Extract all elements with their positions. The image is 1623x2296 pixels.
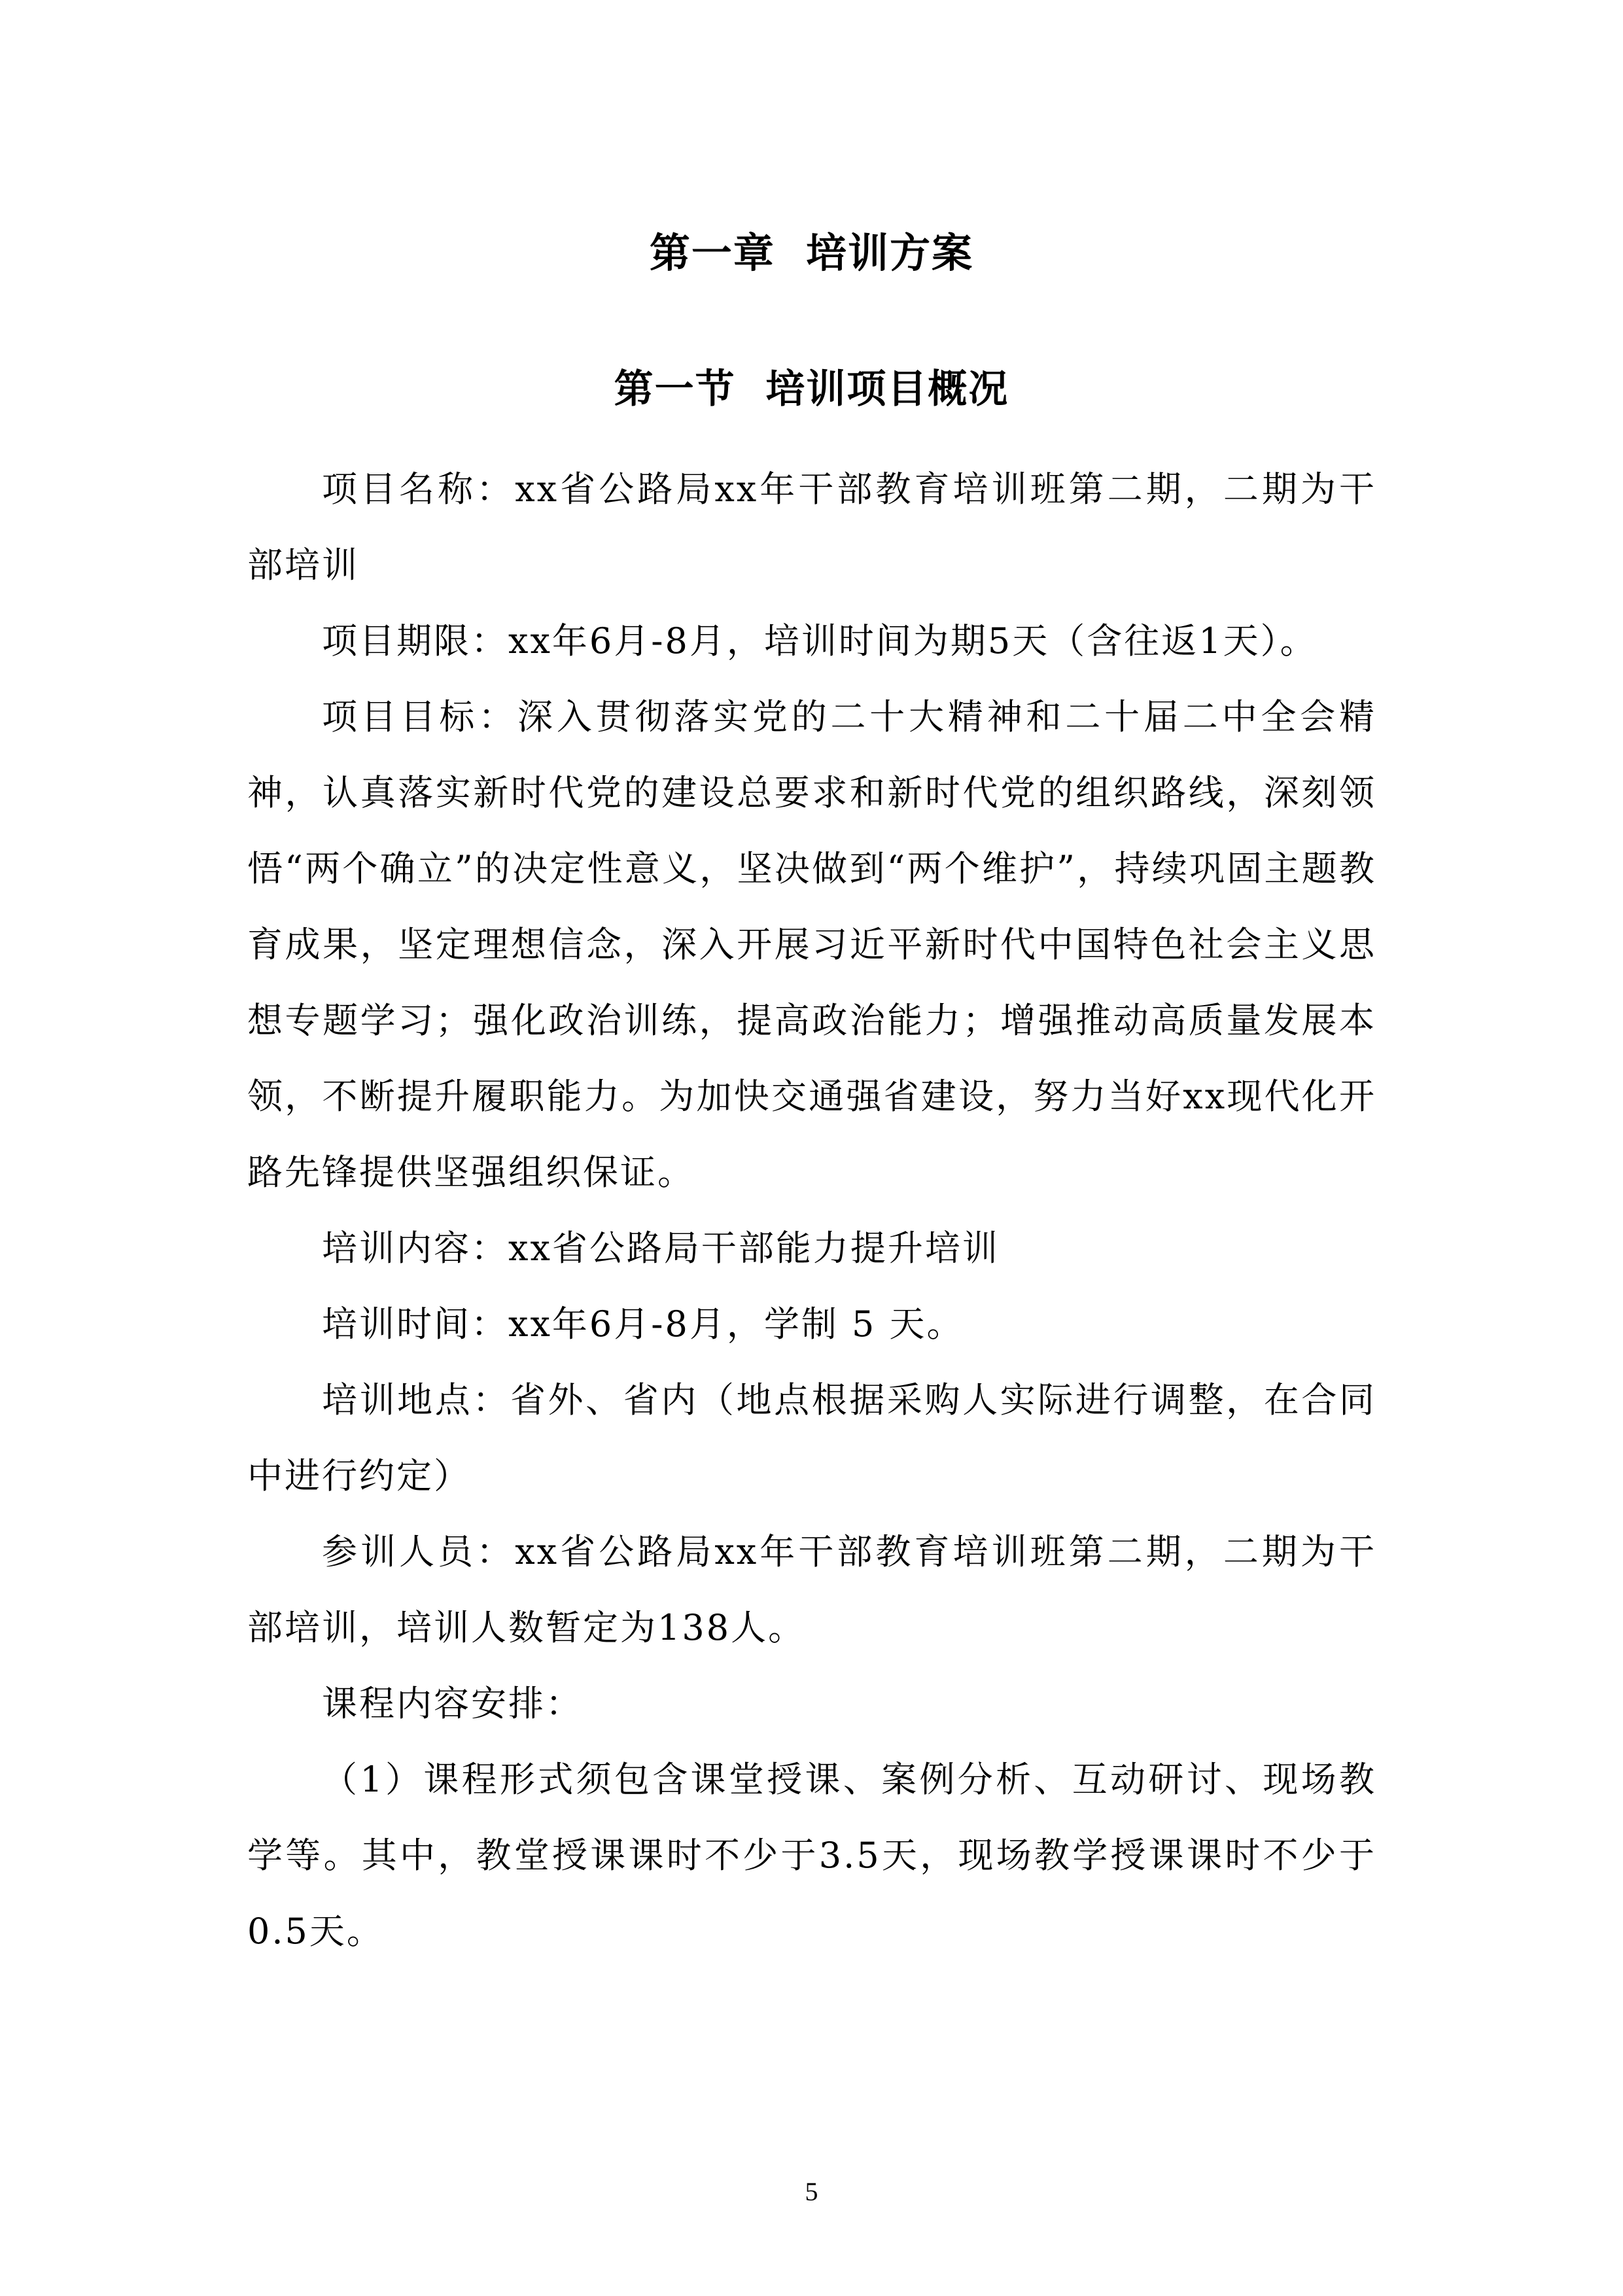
page-number: 5 bbox=[805, 2177, 818, 2206]
paragraph-project-period: 项目期限：xx年6月-8月，培训时间为期5天（含往返1天）。 bbox=[322, 620, 1318, 662]
paragraph-training-location: 培训地点：省外、省内（地点根据采购人实际进行调整，在合同中进行约定） bbox=[247, 1379, 1376, 1496]
paragraph-training-content: 培训内容：xx省公路局干部能力提升培训 bbox=[322, 1227, 1000, 1269]
paragraph-course-format: （1）课程形式须包含课堂授课、案例分析、互动研讨、现场教学等。其中，教堂授课课时不少于3.5天，现场教学授课课时不少于0.5天。 bbox=[247, 1759, 1376, 1952]
body-text bbox=[247, 451, 1376, 1969]
chapter-title: 第一章 培训方案 bbox=[649, 228, 974, 277]
paragraph-training-time: 培训时间：xx年6月-8月，学制 5 天。 bbox=[322, 1303, 964, 1345]
paragraph-participants: 参训人员：xx省公路局xx年干部教育培训班第二期，二期为干部培训，培训人数暂定为138人。 bbox=[247, 1531, 1376, 1648]
paragraph-course-arrangement-heading: 课程内容安排： bbox=[322, 1683, 583, 1724]
section-title: 第一节 培训项目概况 bbox=[614, 366, 1009, 412]
paragraph-project-goal: 项目目标：深入贯彻落实党的二十大精神和二十届二中全会精神，认真落实新时代党的建设总要求和新时代党的组织路线，深刻领悟“两个确立”的决定性意义，坚决做到“两个维护”，持续巩固主题教育成果，坚定理想信念，深入开展习近平新时代中国特色社会主义思想专题学习；强化政治训练，提高政治能力；增强推动高质量发展本领，不断提升履职能力。为加快交通强省建设，努力当好xx现代化开路先锋提供坚强组织保证。 bbox=[247, 696, 1376, 1193]
paragraph-project-name: 项目名称：xx省公路局xx年干部教育培训班第二期，二期为干部培训 bbox=[247, 468, 1376, 586]
